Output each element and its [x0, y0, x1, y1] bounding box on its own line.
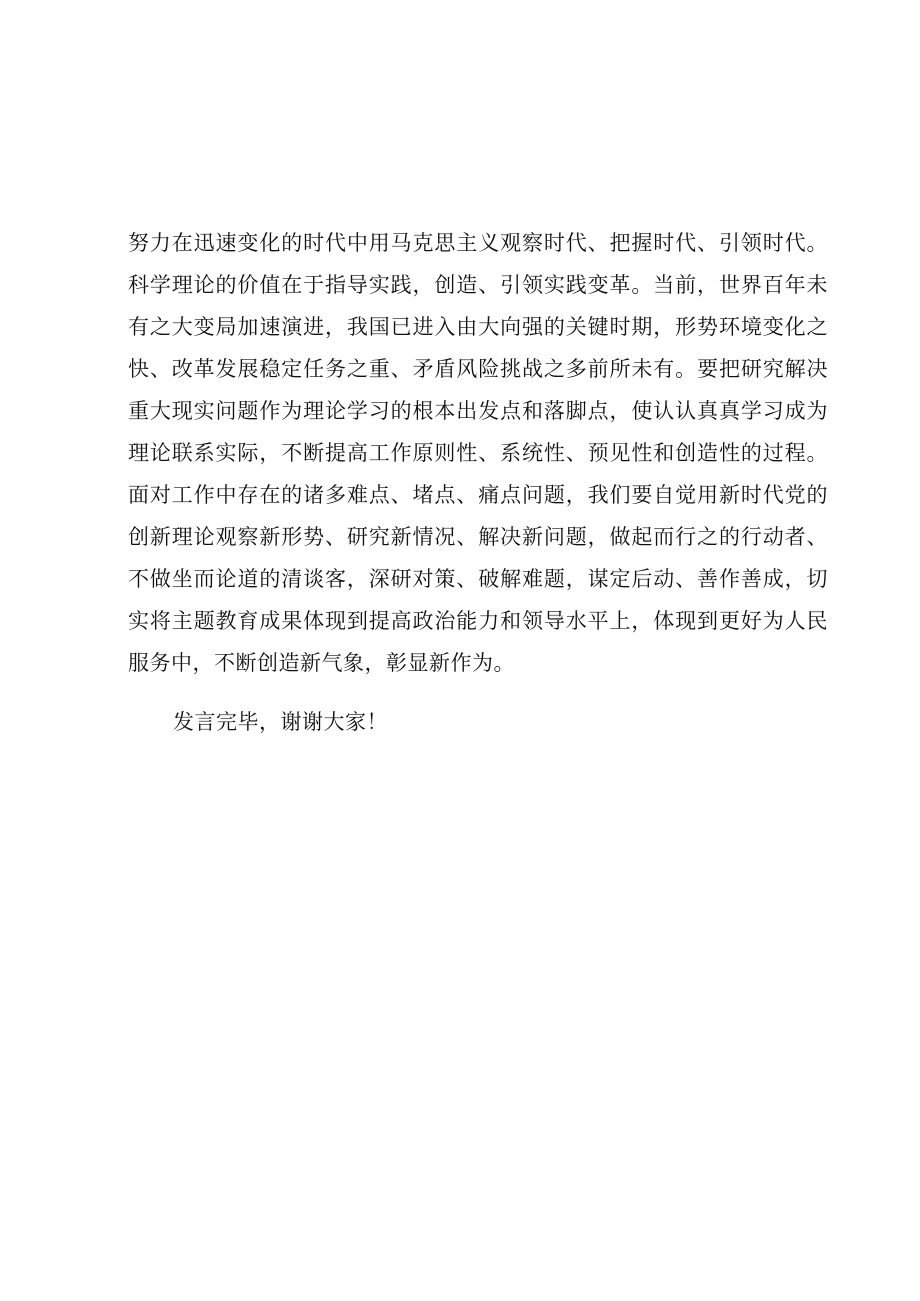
paragraph-line: 不做坐而论道的清谈客，深研对策、破解难题，谋定后动、善作善成，切: [128, 567, 828, 591]
paragraph-line: 科学理论的价值在于指导实践，创造、引领实践变革。当前，世界百年未: [128, 273, 828, 297]
paragraph-line: 服务中，不断创造新气象，彰显新作为。: [128, 651, 515, 675]
paragraph-line: 重大现实问题作为理论学习的根本出发点和落脚点，使认认真真学习成为: [128, 399, 828, 423]
paragraph-line: 面对工作中存在的诸多难点、堵点、痛点问题，我们要自觉用新时代党的: [128, 483, 828, 507]
closing-remark: 发言完毕，谢谢大家！: [173, 710, 388, 734]
paragraph-line: 努力在迅速变化的时代中用马克思主义观察时代、把握时代、引领时代。: [128, 231, 828, 255]
paragraph-line: 理论联系实际，不断提高工作原则性、系统性、预见性和创造性的过程。: [128, 441, 828, 465]
paragraph-line: 实将主题教育成果体现到提高政治能力和领导水平上，体现到更好为人民: [128, 609, 828, 633]
body-paragraph: [128, 222, 828, 684]
paragraph-line: 快、改革发展稳定任务之重、矛盾风险挑战之多前所未有。要把研究解决: [128, 357, 828, 381]
paragraph-line: 创新理论观察新形势、研究新情况、解决新问题，做起而行之的行动者、: [128, 525, 828, 549]
paragraph-line: 有之大变局加速演进，我国已进入由大向强的关键时期，形势环境变化之: [128, 315, 828, 339]
